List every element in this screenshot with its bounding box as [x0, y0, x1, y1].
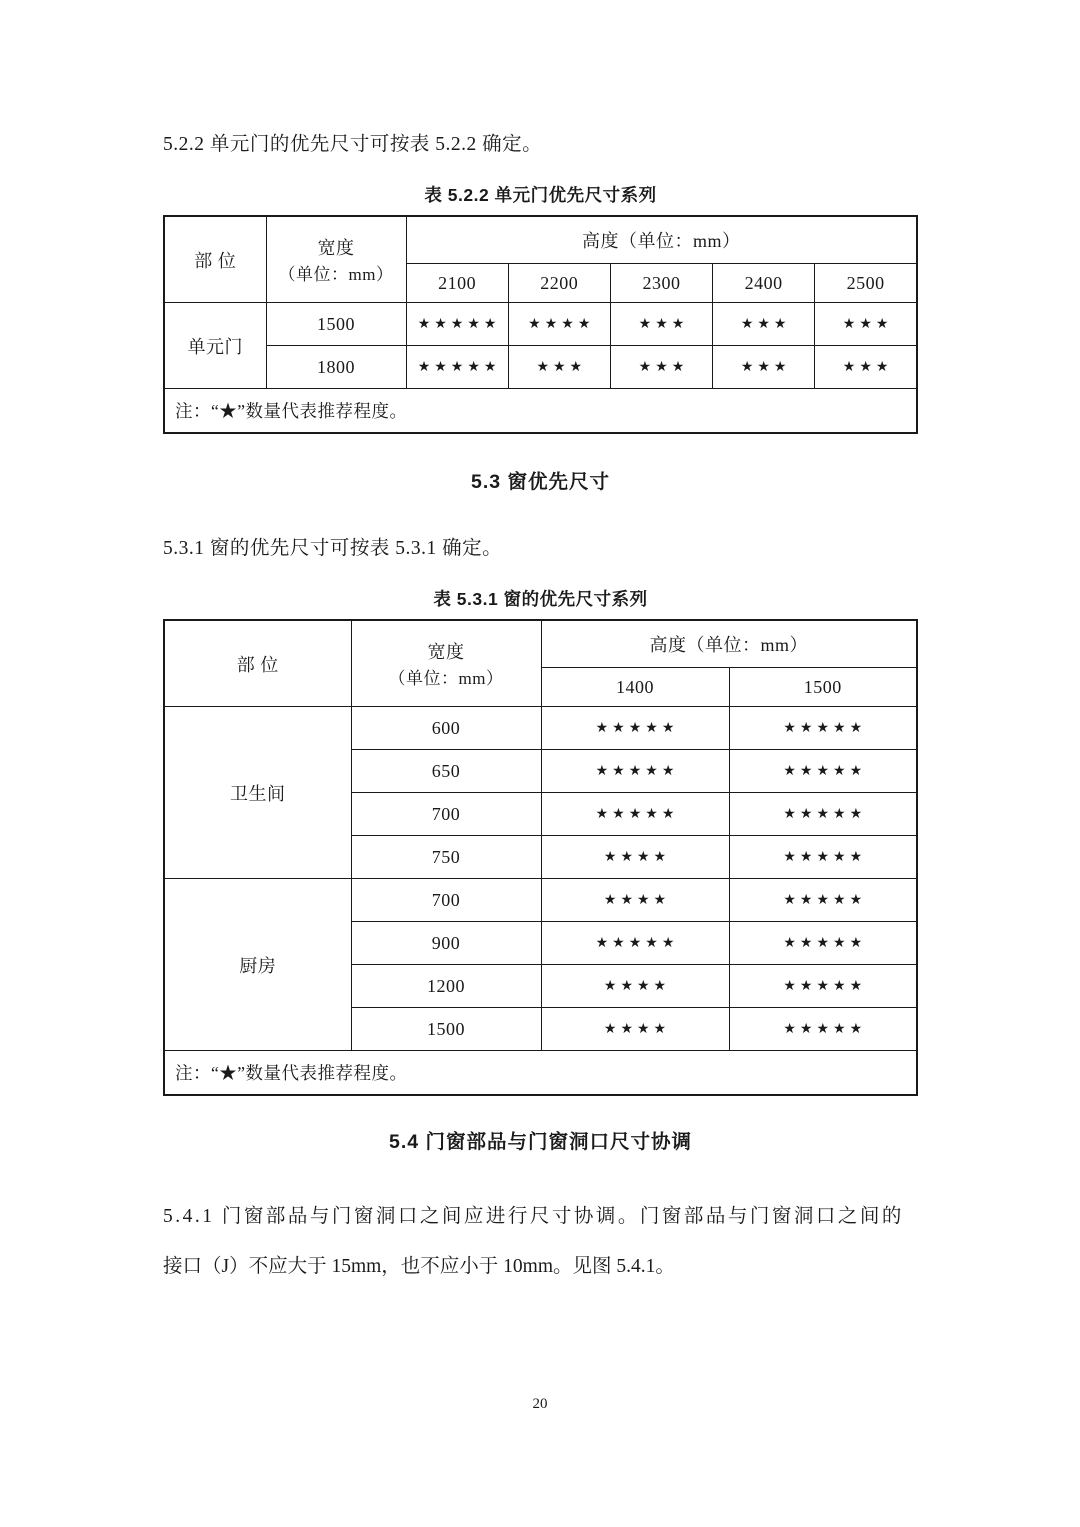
star-rating-cell: ★★★★★ — [541, 707, 729, 750]
star-rating-cell: ★★★★★ — [729, 750, 917, 793]
width-value-cell: 1200 — [351, 965, 541, 1008]
star-rating-cell: ★★★★★ — [729, 793, 917, 836]
page-number: 20 — [532, 1396, 548, 1412]
star-rating-cell: ★★★★★ — [729, 836, 917, 879]
width-value-cell: 600 — [351, 707, 541, 750]
star-rating-cell: ★★★ — [815, 346, 917, 389]
star-rating-cell: ★★★★ — [508, 303, 610, 346]
header-width-cell — [266, 216, 406, 303]
star-rating-cell: ★★★ — [610, 346, 712, 389]
header-height-cell: 高度（单位：mm） — [541, 620, 917, 668]
table-5-2-2-title: 表 5.2.2 单元门优先尺寸系列 — [424, 185, 657, 205]
table-5-3-1-title: 表 5.3.1 窗的优先尺寸系列 — [433, 589, 648, 609]
star-rating-cell: ★★★★ — [541, 1008, 729, 1051]
table-note: 注：“★”数量代表推荐程度。 — [164, 389, 917, 434]
star-rating-cell: ★★★★★ — [406, 346, 508, 389]
star-rating-cell: ★★★ — [713, 303, 815, 346]
paragraph-5-4-1 — [163, 1192, 918, 1292]
header-part-cell: 部 位 — [164, 620, 351, 707]
header-height-cell: 高度（单位：mm） — [406, 216, 917, 264]
height-value-cell: 1500 — [729, 668, 917, 707]
width-header-line1: 宽度 — [317, 238, 355, 258]
star-rating-cell: ★★★ — [713, 346, 815, 389]
star-rating-cell: ★★★★★ — [729, 879, 917, 922]
height-value-cell: 2500 — [815, 264, 917, 303]
star-rating-cell: ★★★ — [815, 303, 917, 346]
star-rating-cell: ★★★★ — [541, 836, 729, 879]
star-rating-cell: ★★★★★ — [729, 707, 917, 750]
table-5-3-1 — [163, 619, 918, 1096]
width-value-cell: 650 — [351, 750, 541, 793]
width-value-cell: 1500 — [266, 303, 406, 346]
page-content — [163, 130, 918, 1292]
table-note: 注：“★”数量代表推荐程度。 — [164, 1051, 917, 1096]
paragraph-5-4-1-line2: 接口（J）不应大于 15mm，也不应小于 10mm。见图 5.4.1。 — [163, 1256, 675, 1277]
part-value-cell: 厨房 — [164, 879, 351, 1051]
width-value-cell: 1800 — [266, 346, 406, 389]
section-heading-5-4: 5.4 门窗部品与门窗洞口尺寸协调 — [388, 1131, 693, 1153]
part-value-cell: 单元门 — [164, 303, 266, 389]
paragraph-5-4-1-line1: 5.4.1 门窗部品与门窗洞口之间应进行尺寸协调。门窗部品与门窗洞口之间的 — [163, 1206, 904, 1227]
section-heading-5-3: 5.3 窗优先尺寸 — [470, 471, 611, 493]
width-header-line1: 宽度 — [427, 642, 465, 662]
star-rating-cell: ★★★★★ — [729, 922, 917, 965]
height-value-cell: 1400 — [541, 668, 729, 707]
paragraph-5-3-1: 5.3.1 窗的优先尺寸可按表 5.3.1 确定。 — [163, 538, 503, 559]
part-value-cell: 卫生间 — [164, 707, 351, 879]
star-rating-cell: ★★★★ — [541, 879, 729, 922]
star-rating-cell: ★★★ — [610, 303, 712, 346]
header-part-cell: 部 位 — [164, 216, 266, 303]
height-value-cell: 2400 — [713, 264, 815, 303]
width-value-cell: 750 — [351, 836, 541, 879]
width-value-cell: 700 — [351, 879, 541, 922]
star-rating-cell: ★★★★★ — [541, 922, 729, 965]
star-rating-cell: ★★★★★ — [541, 750, 729, 793]
paragraph-5-2-2: 5.2.2 单元门的优先尺寸可按表 5.2.2 确定。 — [163, 134, 543, 155]
star-rating-cell: ★★★★★ — [406, 303, 508, 346]
header-width-cell — [351, 620, 541, 707]
star-rating-cell: ★★★★ — [541, 965, 729, 1008]
width-value-cell: 1500 — [351, 1008, 541, 1051]
height-value-cell: 2200 — [508, 264, 610, 303]
star-rating-cell: ★★★ — [508, 346, 610, 389]
star-rating-cell: ★★★★★ — [729, 1008, 917, 1051]
table-5-2-2 — [163, 215, 918, 434]
height-value-cell: 2300 — [610, 264, 712, 303]
star-rating-cell: ★★★★★ — [729, 965, 917, 1008]
star-rating-cell: ★★★★★ — [541, 793, 729, 836]
width-value-cell: 900 — [351, 922, 541, 965]
width-value-cell: 700 — [351, 793, 541, 836]
width-header-line2: （单位：mm） — [388, 669, 504, 688]
height-value-cell: 2100 — [406, 264, 508, 303]
width-header-line2: （单位：mm） — [278, 265, 394, 284]
